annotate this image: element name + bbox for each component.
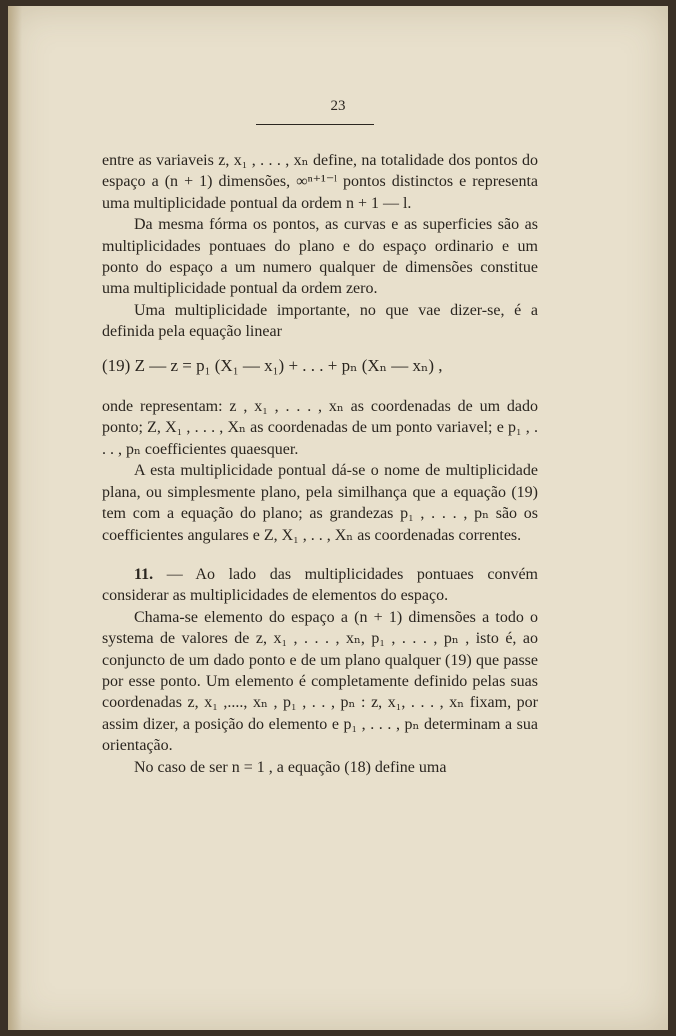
paragraph-7: Chama-se elemento do espaço a (n + 1) dimensões a todo o systema de valores de z, x₁ , . . . , xₙ, p₁ , . . . , pₙ , isto é, ao conjuncto de um dado ponto e de um plano qualquer (19) que passe por esse ponto. Um elemento é completamente definido pelas suas coordenadas z, x₁ ,...., xₙ , p₁ , . . , pₙ : z, x₁, . . . , xₙ fixam, por assim dizer, a posição do elemento e p₁ , . . . , pₙ determinam a sua orientação. — [102, 608, 538, 755]
paragraph-4: onde representam: z , x₁ , . . . , xₙ as coordenadas de um dado ponto; Z, X₁ , . . . , Xₙ as coordenadas de um ponto variavel; e p₁ , . . . , pₙ coefficientes quaesquer. — [102, 398, 538, 458]
paragraph-6 — [102, 564, 538, 607]
paragraph-1: entre as variaveis z, x₁ , . . . , xₙ define, na totalidade dos pontos do espaço a (n + 1) dimensões, ∞ⁿ⁺¹⁻ˡ pontos distinctos e representa uma multiplicidade pontual da ordem n + 1 — l. — [102, 152, 538, 212]
book-page — [8, 6, 668, 1030]
paragraph-3: Uma multiplicidade importante, no que vae dizer-se, é a definida pela equação linear — [102, 301, 538, 341]
header-rule — [256, 124, 374, 125]
paragraph-6-text: — Ao lado das multiplicidades pontuaes convém considerar as multiplicidades de elementos do espaço. — [102, 565, 538, 605]
section-number: 11. — [134, 565, 154, 583]
paragraph-8: No caso de ser n = 1 , a equação (18) define uma — [134, 758, 447, 776]
equation-19: (19) Z — z = p₁ (X₁ — x₁) + . . . + pₙ (Xₙ — xₙ) , — [102, 355, 443, 375]
paragraph-2: Da mesma fórma os pontos, as curvas e as superficies são as multiplicidades pontuaes do plano e do espaço ordinario e um ponto do espaço a um numero qualquer de dimensões constitue uma multiplicidade pontual da ordem zero. — [102, 216, 538, 298]
body-text — [102, 150, 538, 778]
page-number: 23 — [330, 98, 346, 114]
paragraph-5: A esta multiplicidade pontual dá-se o nome de multiplicidade plana, ou simplesmente plano, pela similhança que a equação (19) tem com a equação do plano; as grandezas p₁ , . . . , pₙ são os coefficientes angulares e Z, X₁ , . . , Xₙ as coordenadas correntes. — [102, 462, 538, 544]
